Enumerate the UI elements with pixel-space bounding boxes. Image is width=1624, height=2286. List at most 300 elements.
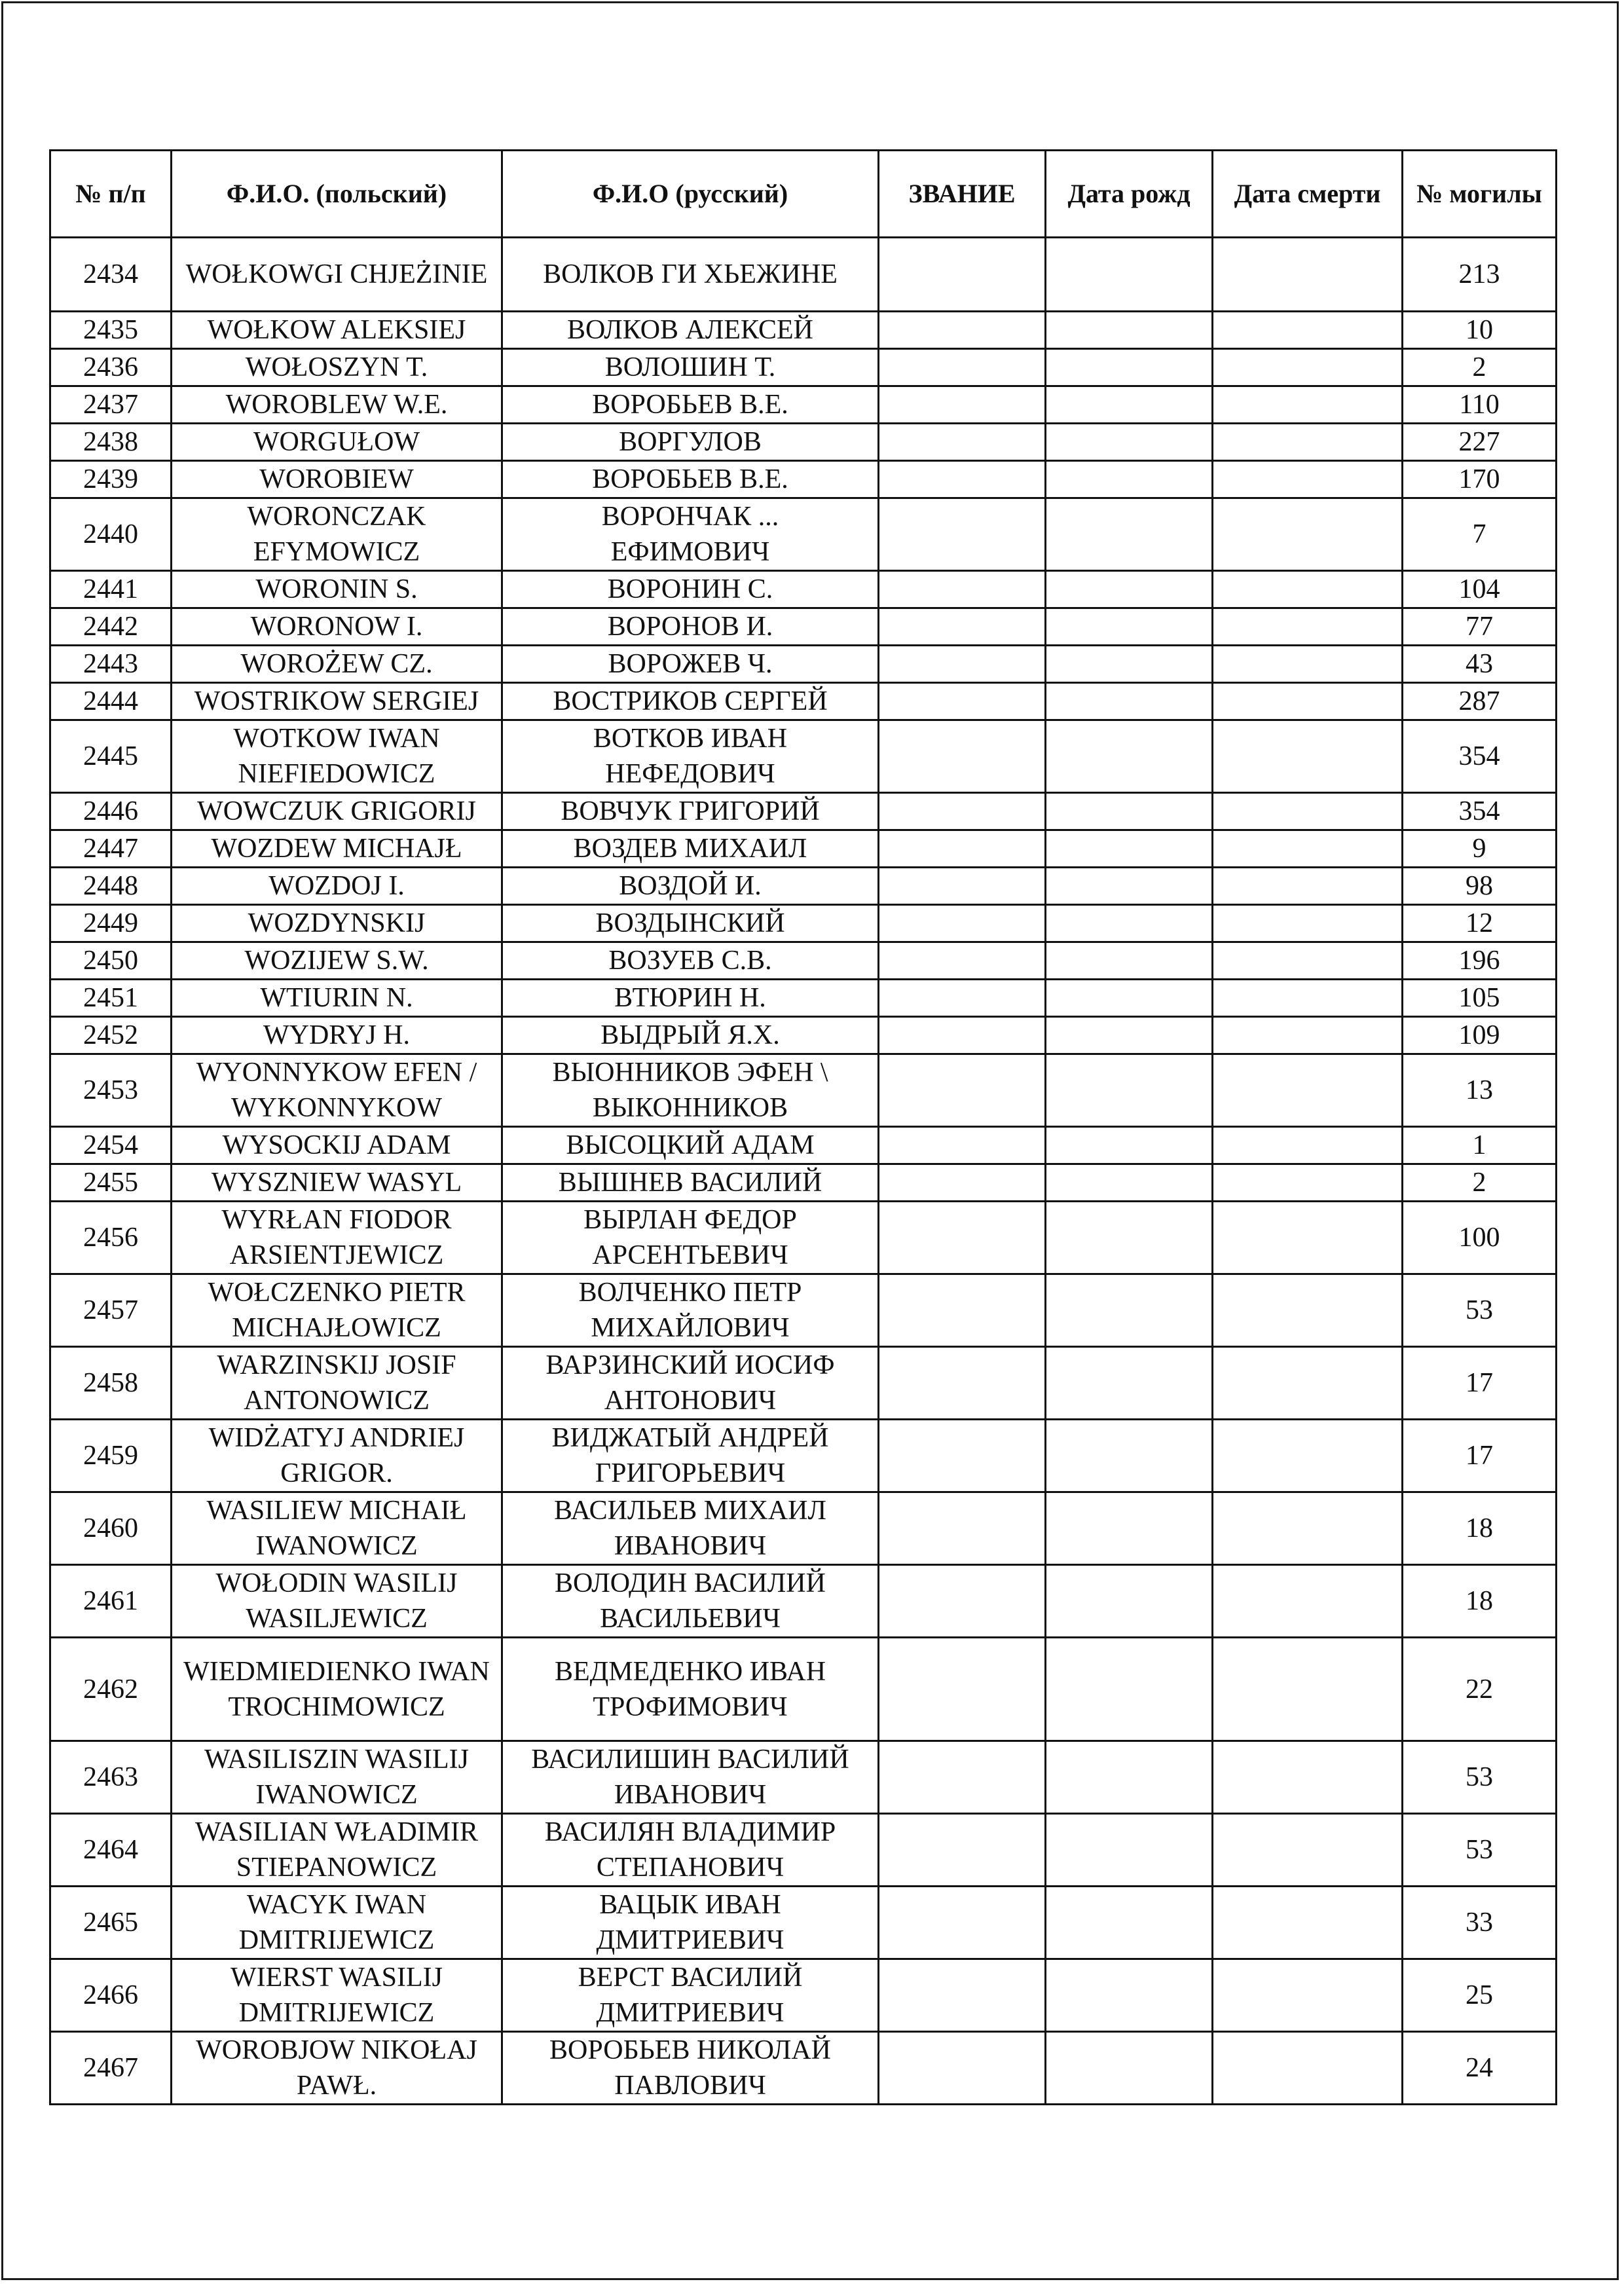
cell-name-russian	[502, 830, 879, 868]
cell-name-russian-line: ВОЛЧЕНКО ПЕТР	[578, 1278, 802, 1308]
cell-name-russian-line: ВОЗДЫНСКИЙ	[595, 908, 785, 938]
cell-name-russian-line: ИВАНОВИЧ	[614, 1531, 767, 1561]
cell-number: 2443	[50, 646, 172, 683]
cell-death-date	[1213, 830, 1403, 868]
cell-death-date	[1213, 1741, 1403, 1814]
table-row	[50, 312, 1557, 349]
cell-rank	[879, 830, 1046, 868]
cell-death-date	[1213, 608, 1403, 646]
cell-birth-date	[1046, 1420, 1213, 1492]
table-row	[50, 646, 1557, 683]
cell-name-russian-line: ВАСИЛЬЕВИЧ	[600, 1604, 781, 1634]
table-body	[50, 238, 1557, 2105]
cell-name-polish	[172, 312, 502, 349]
cell-death-date	[1213, 1347, 1403, 1420]
cell-grave-number: 18	[1403, 1492, 1557, 1565]
cell-death-date	[1213, 349, 1403, 386]
cell-name-polish-line: WASILIEW MICHAIŁ	[206, 1496, 467, 1526]
cell-number: 2463	[50, 1741, 172, 1814]
table-row	[50, 1741, 1557, 1814]
cell-name-polish-line: TROCHIMOWICZ	[228, 1691, 445, 1722]
cell-birth-date	[1046, 1054, 1213, 1127]
cell-name-russian-line: ВАРЗИНСКИЙ ИОСИФ	[545, 1350, 835, 1380]
cell-name-russian	[502, 683, 879, 720]
cell-birth-date	[1046, 2032, 1213, 2105]
cell-grave-number: 1	[1403, 1127, 1557, 1164]
cell-number: 2465	[50, 1887, 172, 1959]
cell-birth-date	[1046, 980, 1213, 1017]
cell-rank	[879, 905, 1046, 942]
cell-name-polish	[172, 1054, 502, 1127]
cell-birth-date	[1046, 1492, 1213, 1565]
cell-name-polish-line: WYRŁAN FIODOR	[221, 1205, 452, 1235]
cell-rank	[879, 1127, 1046, 1164]
table-row	[50, 830, 1557, 868]
cell-number: 2466	[50, 1959, 172, 2032]
cell-number: 2440	[50, 498, 172, 571]
cell-name-russian	[502, 424, 879, 461]
cell-name-polish-line: WOŁKOW ALEKSIEJ	[207, 315, 466, 345]
cell-name-polish	[172, 683, 502, 720]
cell-birth-date	[1046, 461, 1213, 498]
cell-name-polish-line: WACYK IWAN	[246, 1890, 427, 1920]
cell-name-polish-line: WYDRYJ H.	[263, 1020, 410, 1050]
cell-death-date	[1213, 238, 1403, 312]
cell-name-polish-line: WOZDOJ I.	[268, 871, 405, 901]
cell-name-russian	[502, 1274, 879, 1347]
table-row	[50, 1420, 1557, 1492]
cell-name-russian	[502, 1565, 879, 1638]
cell-name-russian-line: ВОРГУЛОВ	[619, 427, 762, 457]
cell-death-date	[1213, 905, 1403, 942]
cell-name-russian	[502, 1814, 879, 1887]
cell-grave-number: 104	[1403, 571, 1557, 608]
cell-name-russian-line: ВОРОБЬЕВ В.Е.	[592, 464, 788, 494]
table-row	[50, 1814, 1557, 1887]
cell-name-russian	[502, 1347, 879, 1420]
burial-register-table	[49, 149, 1557, 2105]
cell-number: 2436	[50, 349, 172, 386]
cell-death-date	[1213, 980, 1403, 1017]
cell-grave-number: 354	[1403, 793, 1557, 830]
cell-birth-date	[1046, 942, 1213, 980]
cell-name-polish-line: WOŁODIN WASILIJ	[215, 1568, 458, 1598]
cell-number: 2446	[50, 793, 172, 830]
cell-name-russian	[502, 1017, 879, 1054]
cell-birth-date	[1046, 1017, 1213, 1054]
header-death-date: Дата смерти	[1213, 151, 1403, 238]
cell-name-russian	[502, 1127, 879, 1164]
table-row	[50, 1492, 1557, 1565]
cell-name-polish-line: GRIGOR.	[280, 1458, 393, 1488]
cell-name-polish-line: WORONIN S.	[255, 574, 418, 604]
cell-rank	[879, 1420, 1046, 1492]
cell-name-polish-line: MICHAJŁOWICZ	[232, 1313, 441, 1343]
cell-grave-number: 105	[1403, 980, 1557, 1017]
cell-name-russian	[502, 793, 879, 830]
cell-rank	[879, 461, 1046, 498]
cell-rank	[879, 1887, 1046, 1959]
cell-name-russian-line: ВАСИЛЯН ВЛАДИМИР	[544, 1817, 836, 1847]
cell-name-polish	[172, 498, 502, 571]
cell-name-polish	[172, 386, 502, 424]
cell-name-polish	[172, 1959, 502, 2032]
cell-name-russian-line: ВАЦЫК ИВАН	[599, 1890, 781, 1920]
cell-name-russian	[502, 1887, 879, 1959]
header-grave-number: № могилы	[1403, 151, 1557, 238]
cell-name-russian-line: СТЕПАНОВИЧ	[596, 1853, 784, 1883]
cell-rank	[879, 868, 1046, 905]
cell-name-russian-line: ВЫШНЕВ ВАСИЛИЙ	[558, 1168, 822, 1198]
table-row	[50, 349, 1557, 386]
cell-name-russian-line: ВОЛОШИН Т.	[604, 352, 776, 382]
cell-grave-number: 7	[1403, 498, 1557, 571]
cell-name-russian-line: ВОЛОДИН ВАСИЛИЙ	[555, 1568, 826, 1598]
cell-name-polish	[172, 349, 502, 386]
cell-name-polish	[172, 1017, 502, 1054]
cell-name-polish	[172, 980, 502, 1017]
cell-grave-number: 110	[1403, 386, 1557, 424]
table-row	[50, 1164, 1557, 1202]
table-row	[50, 942, 1557, 980]
table-row	[50, 1347, 1557, 1420]
cell-name-russian-line: ВОРОЖЕВ Ч.	[608, 649, 773, 679]
cell-grave-number: 98	[1403, 868, 1557, 905]
cell-grave-number: 227	[1403, 424, 1557, 461]
cell-name-polish-line: WOŁKOWGI CHJEŻINIE	[185, 259, 488, 289]
cell-birth-date	[1046, 1887, 1213, 1959]
cell-name-polish-line: ARSIENTJEWICZ	[229, 1240, 444, 1270]
cell-number: 2450	[50, 942, 172, 980]
cell-birth-date	[1046, 1565, 1213, 1638]
cell-rank	[879, 942, 1046, 980]
cell-name-polish	[172, 1638, 502, 1741]
cell-death-date	[1213, 312, 1403, 349]
cell-name-polish	[172, 1347, 502, 1420]
cell-name-polish-line: NIEFIEDOWICZ	[238, 759, 435, 789]
cell-name-russian-line: АНТОНОВИЧ	[604, 1386, 777, 1416]
cell-name-russian-line: ВЕРСТ ВАСИЛИЙ	[578, 1963, 803, 1993]
cell-number: 2467	[50, 2032, 172, 2105]
cell-name-russian	[502, 2032, 879, 2105]
cell-number: 2458	[50, 1347, 172, 1420]
cell-name-polish-line: WASILIAN WŁADIMIR	[195, 1817, 478, 1847]
cell-name-russian	[502, 646, 879, 683]
cell-number: 2447	[50, 830, 172, 868]
cell-name-polish-line: WOZDEW MICHAJŁ	[211, 834, 462, 864]
cell-name-russian-line: ТРОФИМОВИЧ	[593, 1691, 788, 1722]
cell-name-polish	[172, 608, 502, 646]
cell-birth-date	[1046, 312, 1213, 349]
cell-name-russian	[502, 461, 879, 498]
cell-name-russian-line: ДМИТРИЕВИЧ	[596, 1998, 784, 2028]
cell-birth-date	[1046, 424, 1213, 461]
table-row	[50, 683, 1557, 720]
table-row	[50, 868, 1557, 905]
cell-name-russian	[502, 1741, 879, 1814]
cell-number: 2451	[50, 980, 172, 1017]
cell-name-russian-line: ВЫКОННИКОВ	[592, 1093, 788, 1123]
table-row	[50, 2032, 1557, 2105]
cell-grave-number: 287	[1403, 683, 1557, 720]
cell-rank	[879, 1492, 1046, 1565]
cell-name-russian-line: ВЫОННИКОВ ЭФЕН \	[552, 1058, 828, 1088]
cell-name-polish	[172, 2032, 502, 2105]
cell-death-date	[1213, 1887, 1403, 1959]
cell-name-russian-line: ВОТКОВ ИВАН	[593, 724, 788, 754]
cell-name-russian-line: ВЫСОЦКИЙ АДАМ	[566, 1130, 815, 1160]
cell-grave-number: 10	[1403, 312, 1557, 349]
cell-grave-number: 25	[1403, 1959, 1557, 2032]
cell-name-russian-line: ВОВЧУК ГРИГОРИЙ	[561, 796, 820, 826]
cell-name-polish-line: WIDŻATYJ ANDRIEJ	[208, 1423, 465, 1453]
cell-name-polish	[172, 424, 502, 461]
cell-grave-number: 170	[1403, 461, 1557, 498]
header-birth-date: Дата рожд	[1046, 151, 1213, 238]
cell-rank	[879, 1202, 1046, 1274]
cell-birth-date	[1046, 1347, 1213, 1420]
cell-grave-number: 53	[1403, 1741, 1557, 1814]
cell-name-russian	[502, 1638, 879, 1741]
cell-rank	[879, 238, 1046, 312]
cell-name-russian	[502, 386, 879, 424]
header-name-russian: Ф.И.О (русский)	[502, 151, 879, 238]
cell-name-russian	[502, 571, 879, 608]
cell-rank	[879, 312, 1046, 349]
cell-death-date	[1213, 646, 1403, 683]
cell-death-date	[1213, 1274, 1403, 1347]
cell-name-polish	[172, 905, 502, 942]
cell-death-date	[1213, 1565, 1403, 1638]
cell-birth-date	[1046, 1741, 1213, 1814]
cell-birth-date	[1046, 830, 1213, 868]
cell-birth-date	[1046, 793, 1213, 830]
cell-death-date	[1213, 1420, 1403, 1492]
cell-rank	[879, 349, 1046, 386]
table-row	[50, 905, 1557, 942]
cell-number: 2441	[50, 571, 172, 608]
cell-number: 2457	[50, 1274, 172, 1347]
cell-number: 2449	[50, 905, 172, 942]
cell-death-date	[1213, 1814, 1403, 1887]
cell-name-russian	[502, 1202, 879, 1274]
cell-name-russian	[502, 1420, 879, 1492]
cell-name-russian-line: ВОРОНИН С.	[607, 574, 773, 604]
cell-number: 2455	[50, 1164, 172, 1202]
cell-death-date	[1213, 868, 1403, 905]
cell-name-polish	[172, 1202, 502, 1274]
cell-rank	[879, 1017, 1046, 1054]
cell-death-date	[1213, 461, 1403, 498]
table-row	[50, 1887, 1557, 1959]
cell-name-polish	[172, 1741, 502, 1814]
cell-number: 2445	[50, 720, 172, 793]
cell-name-russian	[502, 868, 879, 905]
cell-name-polish-line: IWANOWICZ	[255, 1531, 418, 1561]
cell-name-polish-line: WARZINSKIJ JOSIF	[217, 1350, 456, 1380]
cell-birth-date	[1046, 1814, 1213, 1887]
header-rank: ЗВАНИЕ	[879, 151, 1046, 238]
cell-birth-date	[1046, 349, 1213, 386]
cell-death-date	[1213, 1638, 1403, 1741]
cell-death-date	[1213, 1202, 1403, 1274]
cell-rank	[879, 1959, 1046, 2032]
cell-name-russian-line: ГРИГОРЬЕВИЧ	[595, 1458, 786, 1488]
table-row	[50, 720, 1557, 793]
cell-name-polish	[172, 1164, 502, 1202]
cell-grave-number: 53	[1403, 1274, 1557, 1347]
cell-name-polish	[172, 1565, 502, 1638]
cell-name-russian	[502, 1054, 879, 1127]
table-row	[50, 424, 1557, 461]
cell-name-polish-line: WOSTRIKOW SERGIEJ	[194, 686, 479, 716]
cell-number: 2437	[50, 386, 172, 424]
cell-name-polish-line: WORONCZAK	[247, 502, 426, 532]
cell-name-polish-line: WIEDMIEDIENKO IWAN	[183, 1656, 490, 1687]
cell-name-polish	[172, 1814, 502, 1887]
cell-rank	[879, 683, 1046, 720]
header-name-polish: Ф.И.О. (польский)	[172, 151, 502, 238]
cell-grave-number: 2	[1403, 1164, 1557, 1202]
table-row	[50, 461, 1557, 498]
cell-name-polish-line: PAWŁ.	[296, 2071, 377, 2101]
cell-death-date	[1213, 424, 1403, 461]
cell-grave-number: 196	[1403, 942, 1557, 980]
cell-name-polish	[172, 1887, 502, 1959]
cell-name-polish	[172, 720, 502, 793]
cell-birth-date	[1046, 1638, 1213, 1741]
cell-birth-date	[1046, 1127, 1213, 1164]
cell-name-polish-line: STIEPANOWICZ	[236, 1853, 437, 1883]
cell-name-polish-line: WOZIJEW S.W.	[244, 946, 429, 976]
cell-rank	[879, 1814, 1046, 1887]
cell-name-russian	[502, 498, 879, 571]
cell-name-russian-line: ВТЮРИН Н.	[614, 983, 766, 1013]
cell-name-russian	[502, 1164, 879, 1202]
cell-name-russian-line: ВОЗДЕВ МИХАИЛ	[573, 834, 807, 864]
cell-grave-number: 53	[1403, 1814, 1557, 1887]
cell-name-russian	[502, 608, 879, 646]
cell-name-polish-line: WOROBLEW W.E.	[225, 390, 448, 420]
cell-rank	[879, 646, 1046, 683]
cell-name-russian-line: ВЫРЛАН ФЕДОР	[583, 1205, 797, 1235]
cell-grave-number: 100	[1403, 1202, 1557, 1274]
cell-number: 2456	[50, 1202, 172, 1274]
cell-rank	[879, 1274, 1046, 1347]
cell-death-date	[1213, 1959, 1403, 2032]
cell-name-polish-line: WOZDYNSKIJ	[248, 908, 426, 938]
cell-rank	[879, 720, 1046, 793]
cell-grave-number: 354	[1403, 720, 1557, 793]
cell-name-polish	[172, 1420, 502, 1492]
cell-name-polish-line: ANTONOWICZ	[244, 1386, 430, 1416]
cell-death-date	[1213, 571, 1403, 608]
cell-name-polish-line: DMITRIJEWICZ	[238, 1925, 435, 1955]
cell-name-polish	[172, 868, 502, 905]
cell-name-russian-line: ВОРОНОВ И.	[607, 612, 773, 642]
cell-name-polish-line: WOŁOSZYN T.	[245, 352, 428, 382]
cell-name-polish-line: IWANOWICZ	[255, 1780, 418, 1810]
cell-rank	[879, 2032, 1046, 2105]
table-row	[50, 1127, 1557, 1164]
table-row	[50, 386, 1557, 424]
cell-grave-number: 9	[1403, 830, 1557, 868]
cell-death-date	[1213, 1127, 1403, 1164]
cell-name-polish-line: WYONNYKOW EFEN /	[196, 1058, 477, 1088]
cell-number: 2462	[50, 1638, 172, 1741]
cell-rank	[879, 608, 1046, 646]
cell-name-polish	[172, 238, 502, 312]
cell-rank	[879, 1638, 1046, 1741]
cell-name-polish-line: WASILISZIN WASILIJ	[204, 1744, 470, 1775]
cell-death-date	[1213, 1164, 1403, 1202]
cell-grave-number: 18	[1403, 1565, 1557, 1638]
cell-name-polish-line: DMITRIJEWICZ	[238, 1998, 435, 2028]
cell-rank	[879, 793, 1046, 830]
cell-grave-number: 213	[1403, 238, 1557, 312]
cell-grave-number: 17	[1403, 1420, 1557, 1492]
cell-name-polish	[172, 1274, 502, 1347]
cell-name-polish	[172, 571, 502, 608]
cell-name-polish-line: WTIURIN N.	[260, 983, 413, 1013]
cell-name-polish	[172, 1127, 502, 1164]
cell-death-date	[1213, 793, 1403, 830]
cell-name-russian-line: ВАСИЛИШИН ВАСИЛИЙ	[531, 1744, 849, 1775]
cell-birth-date	[1046, 720, 1213, 793]
cell-grave-number: 12	[1403, 905, 1557, 942]
cell-number: 2435	[50, 312, 172, 349]
cell-death-date	[1213, 942, 1403, 980]
cell-death-date	[1213, 1054, 1403, 1127]
cell-grave-number: 24	[1403, 2032, 1557, 2105]
table-row	[50, 1565, 1557, 1638]
table-row	[50, 1054, 1557, 1127]
cell-number: 2444	[50, 683, 172, 720]
cell-name-polish	[172, 830, 502, 868]
cell-name-russian-line: ПАВЛОВИЧ	[614, 2071, 766, 2101]
cell-death-date	[1213, 2032, 1403, 2105]
cell-name-polish-line: WIERST WASILIJ	[231, 1963, 443, 1993]
cell-name-russian	[502, 905, 879, 942]
cell-rank	[879, 1565, 1046, 1638]
cell-name-polish-line: WYSZNIEW WASYL	[211, 1168, 462, 1198]
table-row	[50, 238, 1557, 312]
cell-death-date	[1213, 683, 1403, 720]
cell-grave-number: 33	[1403, 1887, 1557, 1959]
cell-rank	[879, 424, 1046, 461]
cell-name-russian-line: ВОСТРИКОВ СЕРГЕЙ	[553, 686, 828, 716]
cell-name-polish	[172, 646, 502, 683]
cell-name-russian-line: ВОРОБЬЕВ НИКОЛАЙ	[549, 2035, 831, 2065]
cell-name-russian-line: ВЫДРЫЙ Я.Х.	[600, 1020, 780, 1050]
cell-name-russian	[502, 238, 879, 312]
cell-rank	[879, 498, 1046, 571]
cell-rank	[879, 1741, 1046, 1814]
cell-name-russian-line: ЕФИМОВИЧ	[610, 537, 770, 567]
cell-birth-date	[1046, 868, 1213, 905]
cell-number: 2464	[50, 1814, 172, 1887]
cell-birth-date	[1046, 1202, 1213, 1274]
cell-name-russian-line: ВОРОБЬЕВ В.Е.	[592, 390, 788, 420]
table-row	[50, 1017, 1557, 1054]
cell-name-russian-line: ИВАНОВИЧ	[614, 1780, 767, 1810]
cell-name-russian-line: ВОЛКОВ ГИ ХЬЕЖИНЕ	[543, 259, 838, 289]
cell-name-russian-line: ВОЗДОЙ И.	[619, 871, 762, 901]
cell-name-polish-line: WORONOW I.	[250, 612, 423, 642]
cell-number: 2459	[50, 1420, 172, 1492]
cell-number: 2448	[50, 868, 172, 905]
cell-death-date	[1213, 386, 1403, 424]
